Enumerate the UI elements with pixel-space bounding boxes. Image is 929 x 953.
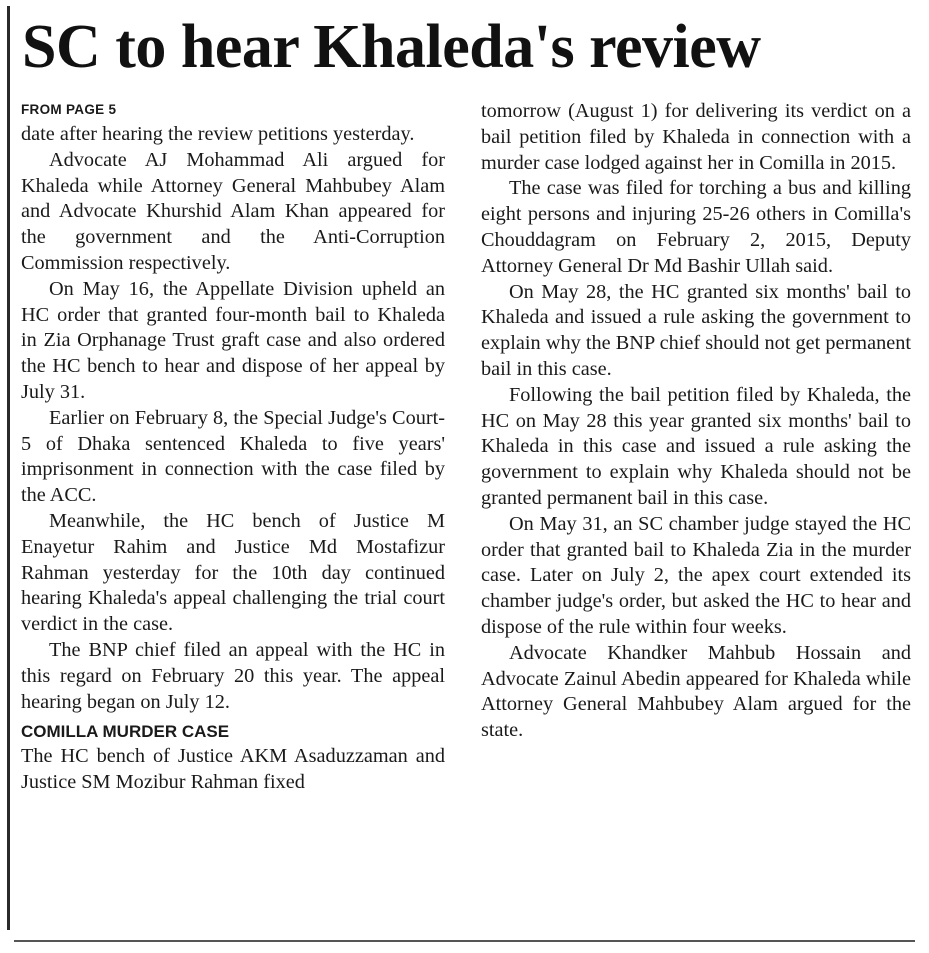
jump-label: FROM PAGE 5 (21, 102, 117, 117)
paragraph: Meanwhile, the HC bench of Justice M Enayetur Rahim and Justice Md Mostafizur Rahman yesterday for the 10th day continued hearing Khaleda's appeal challenging the trial court verdict in the case. (21, 509, 445, 636)
paragraph: Advocate AJ Mohammad Ali argued for Khaleda while Attorney General Mahbubey Alam and Advocate Khurshid Alam Khan appeared for the government and the Anti-Corruption Commission respectively. (21, 148, 445, 274)
paragraph: The HC bench of Justice AKM Asaduzzaman and Justice SM Mozibur Rahman fixed (21, 745, 445, 794)
paragraph: On May 28, the HC granted six months' bail to Khaleda and issued a rule asking the government to explain why the BNP chief should not get permanent bail in this case. (481, 280, 911, 380)
paragraph: Earlier on February 8, the Special Judge's Court-5 of Dhaka sentenced Khaleda to five years' imprisonment in connection with the case filed by the ACC. (21, 406, 445, 507)
paragraph: The BNP chief filed an appeal with the HC in this regard on February 20 this year. The appeal hearing began on July 12. (21, 638, 445, 713)
paragraph: Following the bail petition filed by Khaleda, the HC on May 28 this year granted six months' bail to Khaleda in this case and issued a rule asking the government to explain why Khaleda should not be granted permanent bail in this case. (481, 383, 911, 509)
left-column-rule (7, 6, 10, 930)
right-column (481, 99, 911, 744)
section-subhead: COMILLA MURDER CASE (21, 722, 230, 742)
paragraph: tomorrow (August 1) for delivering its verdict on a bail petition filed by Khaleda in connection with a murder case lodged against her in Comilla in 2015. (481, 100, 911, 174)
bottom-rule (14, 940, 915, 942)
paragraph: Advocate Khandker Mahbub Hossain and Advocate Zainul Abedin appeared for Khaleda while Attorney General Mahbubey Alam argued for the state. (481, 641, 911, 742)
paragraph: On May 31, an SC chamber judge stayed the HC order that granted bail to Khaleda Zia in the murder case. Later on July 2, the apex court extended its chamber judge's order, but asked the HC to hear and dispose of the rule within four weeks. (481, 512, 911, 638)
paragraph: date after hearing the review petitions yesterday. (21, 123, 415, 145)
headline: SC to hear Khaleda's review (22, 13, 761, 81)
paragraph: The case was filed for torching a bus and killing eight persons and injuring 25-26 others in Comilla's Chouddagram on February 2, 2015, Deputy Attorney General Dr Md Bashir Ullah said. (481, 177, 911, 277)
left-column (21, 101, 445, 796)
paragraph: On May 16, the Appellate Division upheld an HC order that granted four-month bail to Khaleda in Zia Orphanage Trust graft case and also ordered the HC bench to hear and dispose of her appeal by July 31. (21, 277, 445, 403)
